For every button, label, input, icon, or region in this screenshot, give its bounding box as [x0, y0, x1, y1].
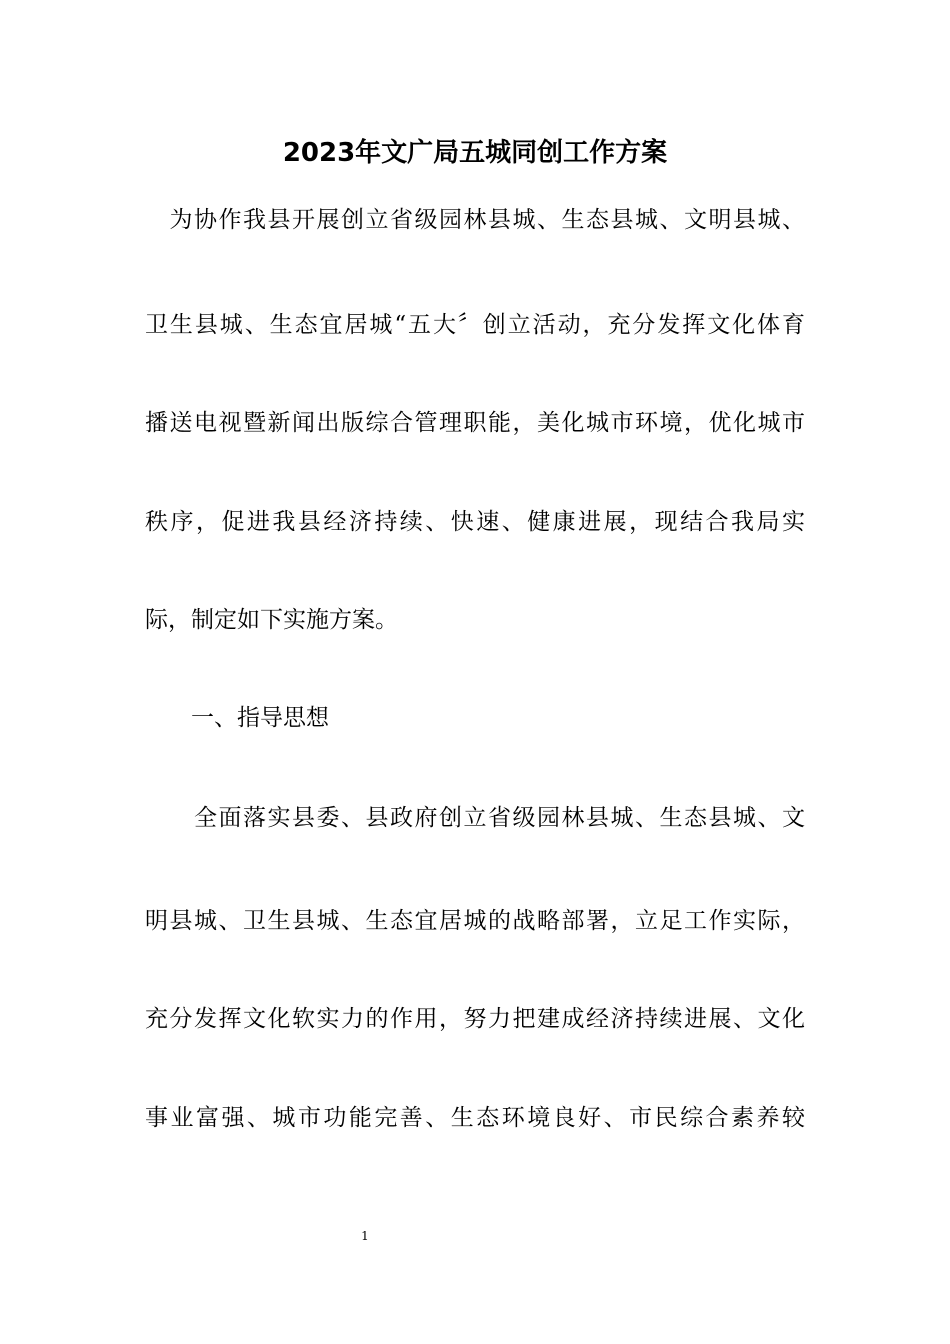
paragraph-line: 播送电视暨新闻出版综合管理职能，美化城市环境，优化城市: [145, 410, 805, 436]
paragraph-line: 全面落实县委、县政府创立省级园林县城、生态县城、文: [145, 805, 805, 831]
paragraph-line: 际，制定如下实施方案。: [145, 607, 398, 633]
paragraph-line: 事业富强、城市功能完善、生态环境良好、市民综合素养较: [145, 1105, 805, 1131]
page-number: 1: [361, 1229, 369, 1243]
page-title: 2023年文广局五城同创工作方案: [282, 138, 668, 168]
paragraph-line: 卫生县城、生态宜居城“五大〞创立活动，充分发挥文化体育: [145, 312, 805, 338]
paragraph-line: 充分发挥文化软实力的作用，努力把建成经济持续进展、文化: [145, 1006, 805, 1032]
section-heading: 一、指导思想: [145, 705, 329, 731]
paragraph-line: 秩序，促进我县经济持续、快速、健康进展，现结合我局实: [145, 509, 805, 535]
paragraph-line: 明县城、卫生县城、生态宜居城的战略部署，立足工作实际，: [145, 908, 805, 934]
paragraph-line: 为协作我县开展创立省级园林县城、生态县城、文明县城、: [145, 207, 805, 233]
